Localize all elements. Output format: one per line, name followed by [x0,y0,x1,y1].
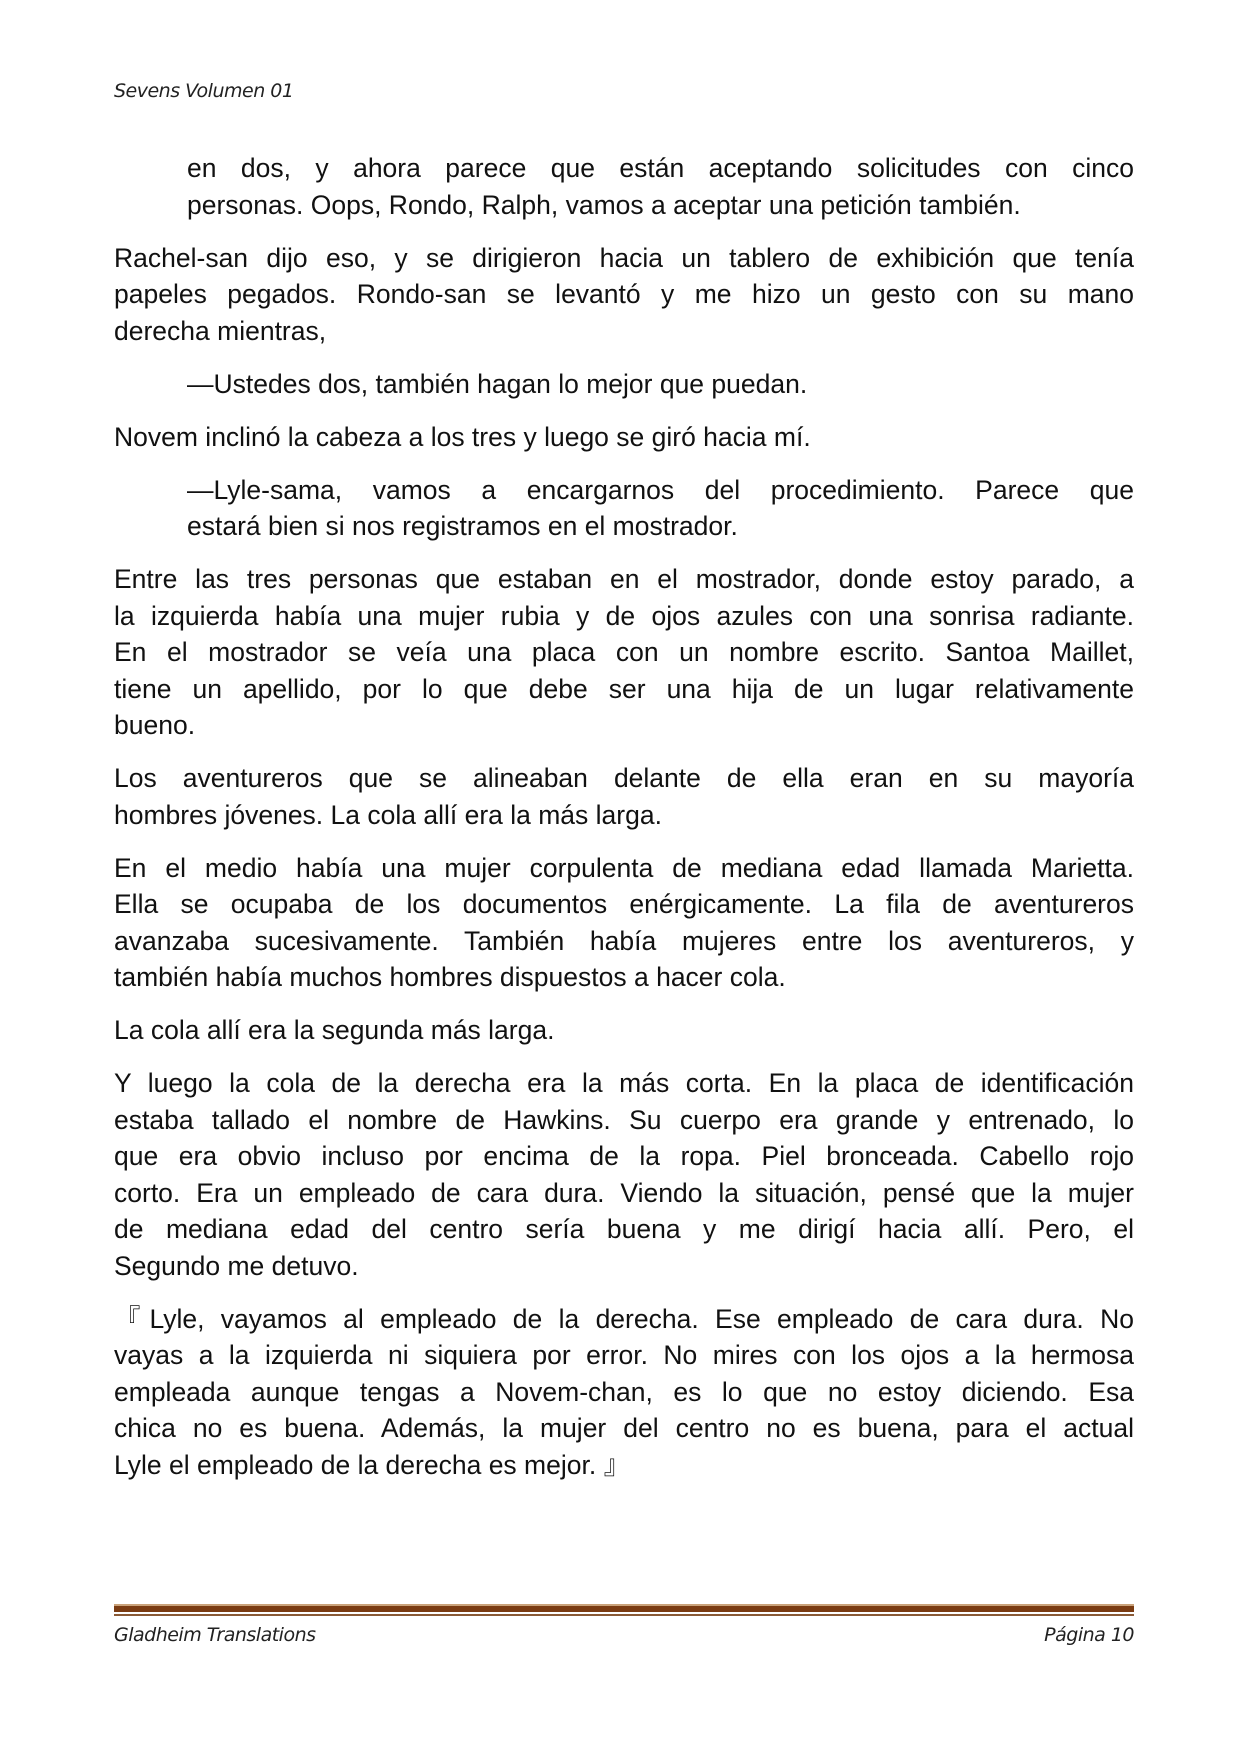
paragraph [114,1065,1134,1284]
text-line: Lyle el empleado de la derecha es mejor. 』 [114,1449,631,1480]
footer-publisher: Gladheim Translations [114,1624,316,1646]
document-body [114,150,1134,1500]
text-line: —Ustedes dos, también hagan lo mejor que puedan. [187,368,808,399]
text-line: chica no es buena. Además, la mujer del centro no es buena, para el actual [114,1413,1134,1443]
footer-divider [114,1604,1134,1616]
text-line: estará bien si nos registramos en el mostrador. [187,511,738,541]
text-line: Y luego la cola de la derecha era la más corta. En la placa de identificación [114,1068,1134,1098]
text-line: bueno. [114,710,196,740]
paragraph [114,1301,1134,1484]
paragraph [114,366,1134,403]
text-line: Ella se ocupaba de los documentos enérgicamente. La fila de aventureros [114,889,1134,919]
text-line: derecha mientras, [114,315,327,346]
text-line: 『Lyle, vayamos al empleado de la derecha. Ese empleado de cara dura. No [114,1303,1134,1334]
text-line: En el medio había una mujer corpulenta de mediana edad llamada Marietta. [114,852,1134,883]
text-line: corto. Era un empleado de cara dura. Viendo la situación, pensé que la mujer [114,1177,1134,1208]
text-line: vayas a la izquierda ni siquiera por error. No mires con los ojos a la hermosa [114,1340,1134,1370]
paragraph [114,1012,1134,1049]
text-line: también había muchos hombres dispuestos a hacer cola. [114,962,786,992]
text-line: avanzaba sucesivamente. También había mujeres entre los aventureros, y [114,925,1134,956]
text-line: que era obvio incluso por encima de la ropa. Piel bronceada. Cabello rojo [114,1141,1134,1171]
text-line: empleada aunque tengas a Novem-chan, es lo que no estoy diciendo. Esa [114,1376,1134,1407]
page-number: Página 10 [1044,1624,1134,1646]
paragraph [114,419,1134,456]
paragraph [114,850,1134,996]
text-line: personas. Oops, Rondo, Ralph, vamos a aceptar una petición también. [187,189,1021,220]
text-line: Novem inclinó la cabeza a los tres y luego se giró hacia mí. [114,421,811,452]
text-line: En el mostrador se veía una placa con un nombre escrito. Santoa Maillet, [114,637,1134,667]
paragraph [114,561,1134,744]
paragraph [114,472,1134,545]
paragraph [114,240,1134,350]
text-line: la izquierda había una mujer rubia y de ojos azules con una sonrisa radiante. [114,600,1134,631]
paragraph [114,150,1134,223]
text-line: de mediana edad del centro sería buena y me dirigí hacia allí. Pero, el [114,1214,1134,1244]
text-line: tiene un apellido, por lo que debe ser una hija de un lugar relativamente [114,673,1134,704]
text-line: hombres jóvenes. La cola allí era la más larga. [114,799,662,830]
paragraph [114,760,1134,833]
text-line: estaba tallado el nombre de Hawkins. Su cuerpo era grande y entrenado, lo [114,1104,1134,1135]
text-line: —Lyle-sama, vamos a encargarnos del procedimiento. Parece que [187,474,1134,505]
text-line: papeles pegados. Rondo-san se levantó y me hizo un gesto con su mano [114,279,1134,309]
text-line: Los aventureros que se alineaban delante de ella eran en su mayoría [114,763,1134,793]
running-header: Sevens Volumen 01 [114,80,294,102]
text-line: Entre las tres personas que estaban en el mostrador, donde estoy parado, a [114,564,1134,594]
page-footer [114,1624,1134,1646]
text-line: Rachel-san dijo eso, y se dirigieron hacia un tablero de exhibición que tenía [114,242,1134,273]
text-line: Segundo me detuvo. [114,1250,359,1281]
text-line: La cola allí era la segunda más larga. [114,1015,555,1045]
text-line: en dos, y ahora parece que están aceptando solicitudes con cinco [187,153,1134,183]
